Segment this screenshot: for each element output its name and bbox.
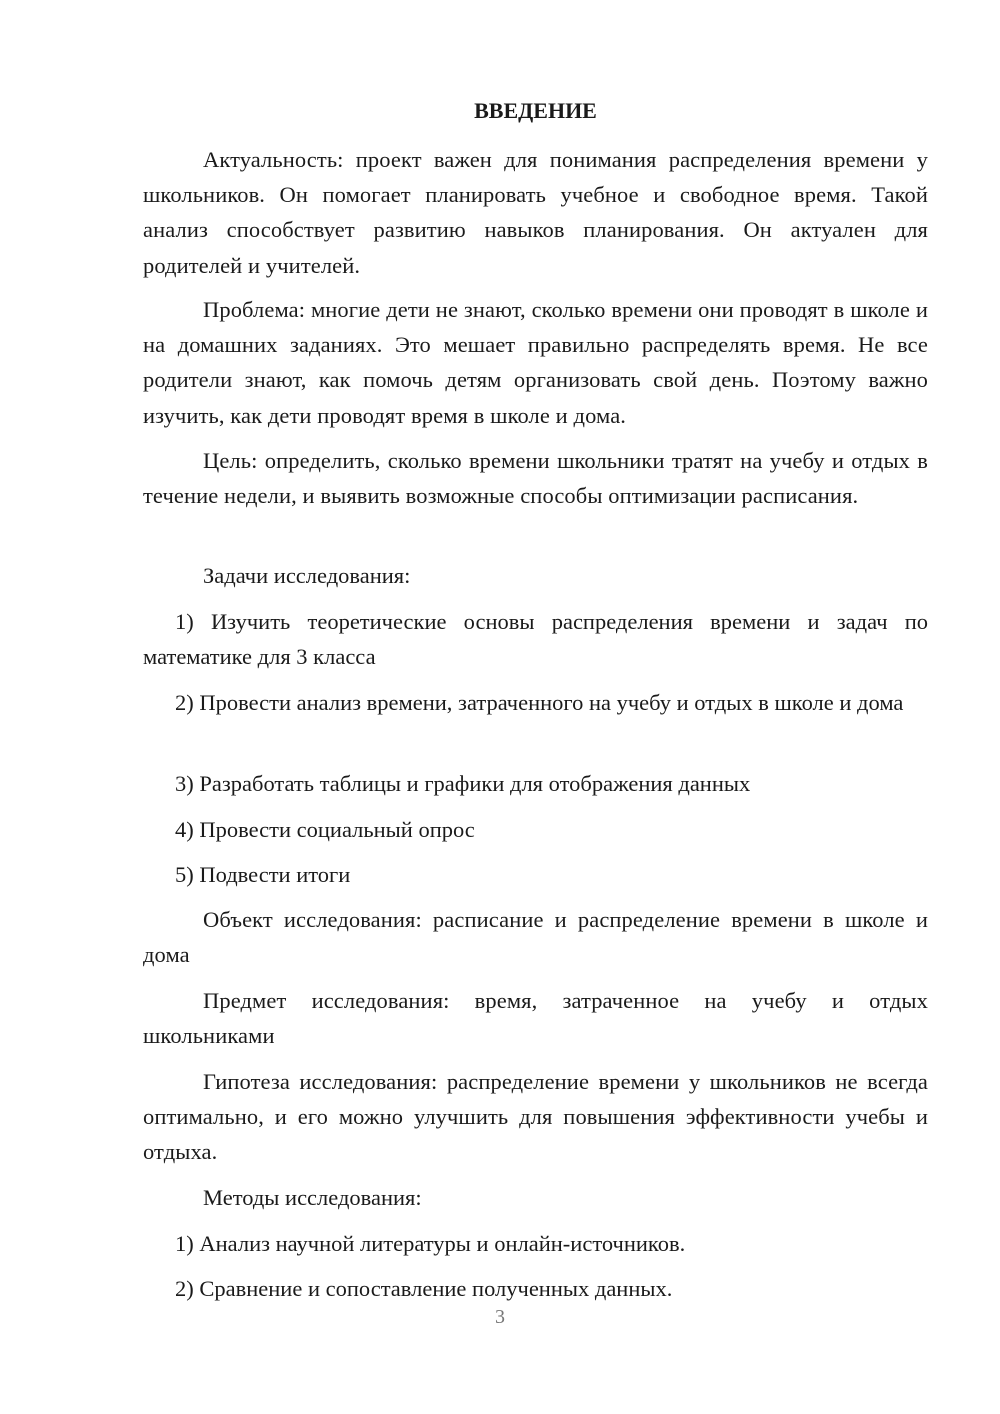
- method-item: 2) Сравнение и сопоставление полученных данных.: [175, 1276, 673, 1301]
- task-item: 3) Разработать таблицы и графики для отображения данных: [175, 771, 751, 796]
- methods-heading: Методы исследования:: [203, 1185, 422, 1210]
- relevance-paragraph: Актуальность: проект важен для понимания распределения времени у школьников. Он помогает планировать учебное и свободное время. Такой анализ способствует развитию навыков планирования. Он актуален для родителей и учителей.: [143, 147, 928, 278]
- hypothesis-paragraph: Гипотеза исследования: распределение времени у школьников не всегда оптимально, и его можно улучшить для повышения эффективности учебы и отдыха.: [143, 1069, 928, 1165]
- section-title: ВВЕДЕНИЕ: [474, 98, 597, 123]
- subject-paragraph: Предмет исследования: время, затраченное на учебу и отдых школьниками: [143, 988, 928, 1049]
- object-paragraph: Объект исследования: расписание и распределение времени в школе и дома: [143, 907, 928, 968]
- task-item: 5) Подвести итоги: [175, 862, 351, 887]
- tasks-heading: Задачи исследования:: [203, 563, 411, 588]
- page-number: 3: [495, 1306, 505, 1328]
- task-item: 1) Изучить теоретические основы распределения времени и задач по математике для 3 класса: [143, 609, 928, 670]
- method-item: 1) Анализ научной литературы и онлайн-источников.: [175, 1231, 686, 1256]
- task-item: 2) Провести анализ времени, затраченного на учебу и отдых в школе и дома: [175, 690, 904, 715]
- task-item: 4) Провести социальный опрос: [175, 817, 475, 842]
- goal-paragraph: Цель: определить, сколько времени школьники тратят на учебу и отдых в течение недели, и выявить возможные способы оптимизации расписания.: [143, 448, 928, 509]
- problem-paragraph: Проблема: многие дети не знают, сколько времени они проводят в школе и на домашних заданиях. Это мешает правильно распределять время. Не все родители знают, как помочь детям организовать свой день. Поэтому важно изучить, как дети проводят время в школе и дома.: [143, 297, 928, 428]
